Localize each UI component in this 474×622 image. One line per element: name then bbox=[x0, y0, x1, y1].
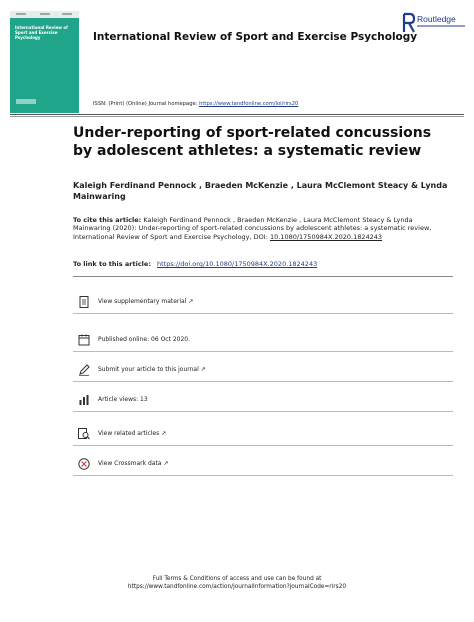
submit-article-link[interactable] bbox=[73, 356, 453, 382]
action-divider bbox=[73, 381, 453, 382]
crossmark-icon bbox=[77, 458, 91, 470]
header-divider-secondary bbox=[10, 116, 464, 117]
crossmark-link[interactable] bbox=[73, 450, 453, 476]
link-label: To link to this article: bbox=[73, 260, 151, 268]
journal-title[interactable]: International Review of Sport and Exercise Psychology bbox=[93, 31, 418, 43]
issn-text: ISSN: (Print) (Online) Journal homepage: bbox=[93, 101, 198, 107]
journal-homepage-link[interactable]: https://www.tandfonline.com/loi/rirs20 bbox=[199, 101, 299, 107]
external-link-icon: ↗ bbox=[163, 460, 169, 467]
related-articles-link[interactable] bbox=[73, 420, 453, 446]
document-icon bbox=[77, 296, 91, 308]
publisher-name: Routledge bbox=[417, 14, 456, 24]
pen-icon bbox=[77, 364, 91, 376]
bar-chart-icon bbox=[77, 394, 91, 406]
action-divider bbox=[73, 313, 453, 314]
article-doi-link[interactable]: https://doi.org/10.1080/1750984X.2020.1824243 bbox=[157, 260, 318, 268]
cover-title: International Review of Sport and Exercise Psychology bbox=[15, 25, 68, 40]
supplementary-material-link[interactable] bbox=[73, 288, 453, 314]
action-label: Submit your article to this journal ↗ bbox=[98, 366, 206, 373]
journal-cover-image bbox=[10, 11, 79, 113]
cite-doi-link[interactable]: 10.1080/1750984X.2020.1824243 bbox=[269, 232, 383, 241]
issn-line bbox=[93, 101, 298, 107]
action-label: View related articles ↗ bbox=[98, 430, 167, 437]
action-divider bbox=[73, 445, 453, 446]
cite-label: To cite this article: bbox=[73, 216, 142, 224]
action-divider bbox=[73, 411, 453, 412]
routledge-r-icon bbox=[402, 12, 416, 34]
action-divider bbox=[73, 475, 453, 476]
external-link-icon: ↗ bbox=[161, 430, 167, 437]
citation-block bbox=[73, 216, 448, 241]
action-label: Published online: 06 Oct 2020. bbox=[98, 336, 191, 343]
external-link-icon: ↗ bbox=[200, 366, 206, 373]
action-label: View supplementary material ↗ bbox=[98, 298, 194, 305]
cite-text: Kaleigh Ferdinand Pennock , Braeden McKenzie , Laura McClemont Steacy & Lynda Mainwaring (2020): Under-reporting of sport-related concussions by adolescent athletes: a systematic review, International Review of Sport and Exercise Psychology, DOI: bbox=[73, 216, 432, 241]
action-label: View Crossmark data ↗ bbox=[98, 460, 169, 467]
magnifier-icon bbox=[77, 428, 91, 440]
action-label: Article views: 13 bbox=[98, 396, 148, 403]
cover-publisher-mark bbox=[16, 99, 36, 104]
article-link-line bbox=[73, 260, 317, 268]
publisher-tagline bbox=[417, 25, 465, 27]
calendar-icon bbox=[77, 334, 91, 346]
cover-top-strip bbox=[10, 11, 79, 18]
header-divider bbox=[10, 114, 464, 115]
link-divider bbox=[73, 276, 453, 277]
article-title: Under-reporting of sport-related concussions by adolescent athletes: a systematic review bbox=[73, 125, 432, 159]
terms-line: Full Terms & Conditions of access and use can be found at bbox=[152, 576, 322, 582]
terms-footer bbox=[90, 575, 384, 591]
published-online-info bbox=[73, 326, 453, 352]
article-views-info bbox=[73, 386, 453, 412]
terms-link[interactable]: https://www.tandfonline.com/action/journalInformation?journalCode=rirs20 bbox=[127, 584, 347, 590]
article-authors: Kaleigh Ferdinand Pennock , Braeden McKenzie , Laura McClemont Steacy & Lynda Mainwaring bbox=[73, 181, 448, 201]
external-link-icon: ↗ bbox=[188, 298, 194, 305]
routledge-logo[interactable] bbox=[402, 12, 468, 36]
action-divider bbox=[73, 351, 453, 352]
